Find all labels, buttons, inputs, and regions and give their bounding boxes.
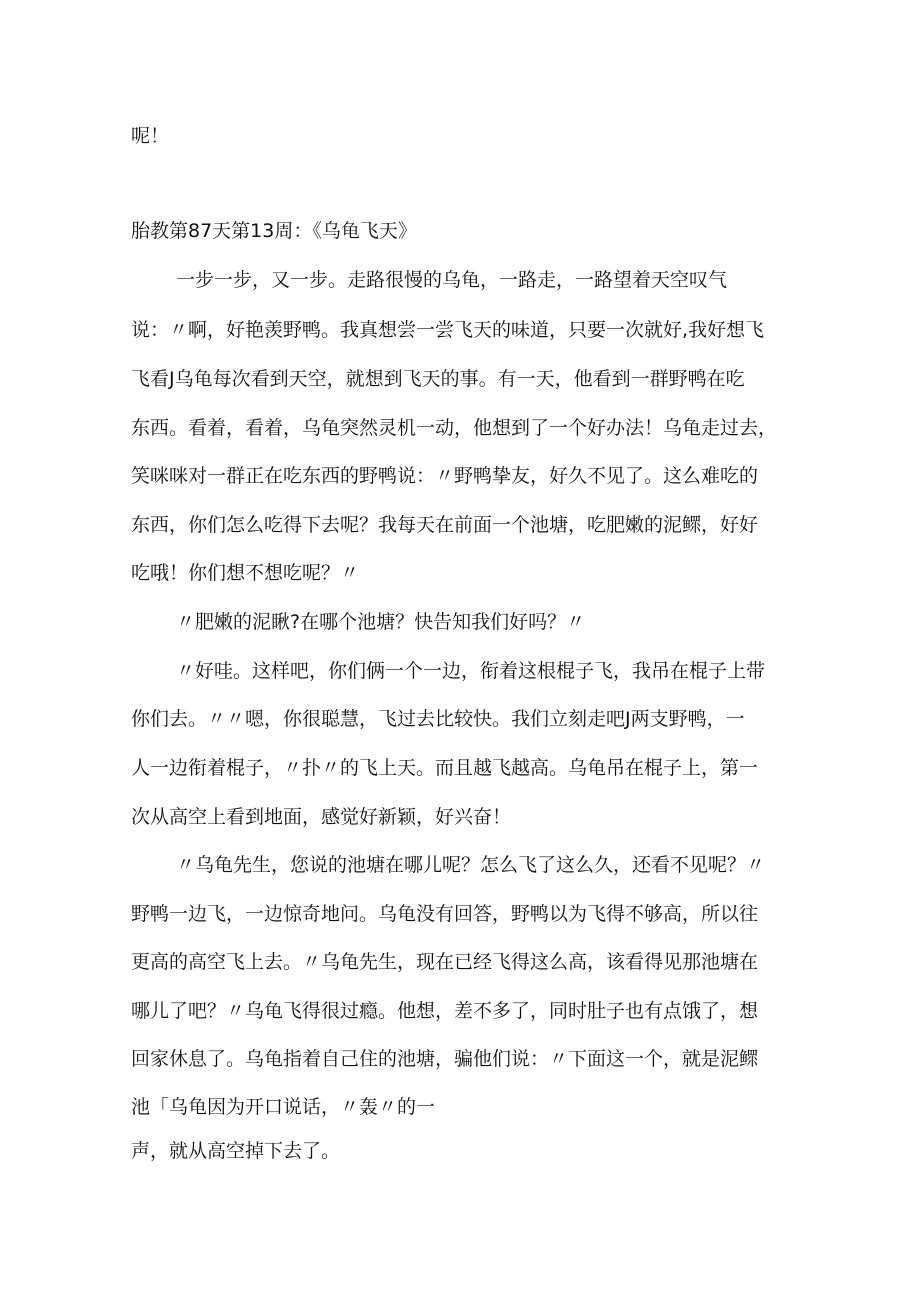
text-line-3: 一步一步，又一步。走路很慢的乌龟，一路走，一路望着天空叹气: [176, 269, 728, 291]
text-line-16: 野鸭一边飞，一边惊奇地问。乌龟没有回答，野鸭以为飞得不够高，所以往: [131, 903, 759, 925]
text-line-20: 池「乌龟因为开口说话，〃轰〃的一: [131, 1096, 436, 1118]
text-line-14: 次从高空上看到地面，感觉好新颖，好兴奋！: [131, 806, 512, 828]
text-line-12: 你们去。〃〃嗯，你很聪慧，飞过去比较快。我们立刻走吧J两支野鸭，一: [131, 708, 745, 730]
text-line-11: 〃好哇。这样吧，你们俩一个一边，衔着这根棍子飞，我吊在棍子上带: [176, 660, 766, 682]
text-line-10: 〃肥嫩的泥瞅?在哪个池塘？快告知我们好吗？〃: [176, 611, 586, 633]
text-line-18: 哪儿了吧？〃乌龟飞得很过瘾。他想，差不多了，同时肚子也有点饿了，想: [131, 1000, 759, 1022]
text-line-1: 呢！: [131, 125, 170, 147]
text-line-19: 回家休息了。乌龟指着自己住的池塘，骗他们说：〃下面这一个，就是泥鳏: [131, 1048, 759, 1070]
text-line-5: 飞看J乌龟每次看到天空，就想到飞天的事。有一天，他看到一群野鸭在吃: [131, 368, 745, 390]
text-line-17: 更高的高空飞上去。〃乌龟先生，现在已经飞得这么高，该看得见那池塘在: [131, 951, 759, 973]
text-line-4: 说：〃啊，好艳羡野鸭。我真想尝一尝飞天的味道，只要一次就好,我好想飞: [131, 319, 765, 341]
text-line-21: 声，就从高空掉下去了。: [131, 1140, 341, 1162]
text-line-6: 东西。看着，看着，乌龟突然灵机一动，他想到了一个好办法！乌龟走过去，: [131, 417, 778, 439]
text-line-7: 笑咪咪对一群正在吃东西的野鸭说：〃野鸭挚友，好久不见了。这么难吃的: [131, 465, 759, 487]
text-line-13: 人一边衔着棍子，〃扑〃的飞上天。而且越飞越高。乌龟吊在棍子上，第一: [131, 757, 759, 779]
section-title: 胎教第87天第13周：《乌龟飞天》: [131, 220, 417, 242]
text-line-15: 〃乌龟先生，您说的池塘在哪儿呢？怎么飞了这么久，还看不见呢？〃: [176, 854, 766, 876]
text-line-9: 吃哦！你们想不想吃呢？〃: [131, 562, 360, 584]
text-line-8: 东西，你们怎么吃得下去呢？我每天在前面一个池塘，吃肥嫩的泥鳏，好好: [131, 514, 759, 536]
